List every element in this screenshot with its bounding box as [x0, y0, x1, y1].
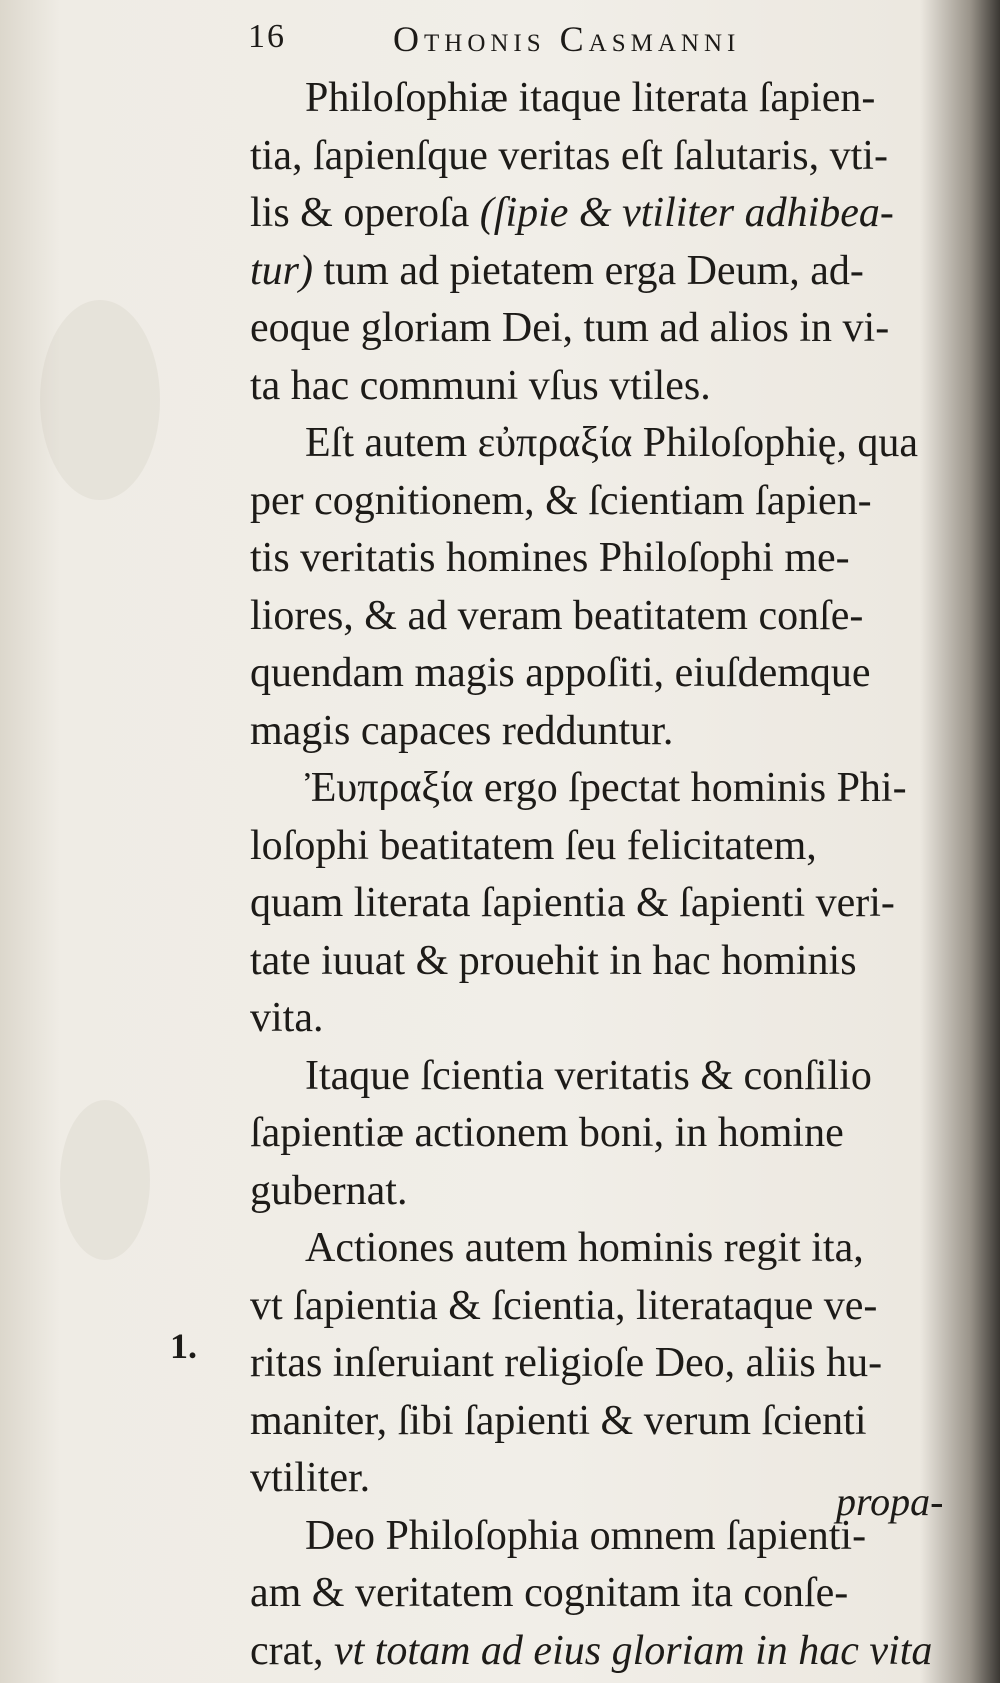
text-line — [250, 185, 950, 243]
text-run: crat, — [250, 1627, 334, 1674]
text-line: magis capaces redduntur. — [250, 707, 674, 754]
margin-note: 1. — [170, 1326, 197, 1366]
page-number: 16 — [248, 18, 286, 55]
text-line: maniter, ſibi ſapienti & verum ſcienti — [250, 1397, 867, 1444]
paper-stain — [40, 300, 160, 500]
text-line: quendam magis appoſiti, eiuſdemque — [250, 650, 871, 696]
text-line: tate iuuat & prouehit in hac hominis — [250, 937, 857, 984]
text-run: tum ad pietatem erga Deum, ad- — [313, 247, 864, 294]
text-line: Itaque ſcientia veritatis & conſilio — [305, 1052, 872, 1099]
text-line: loſophi beatitatem ſeu felicitatem, — [250, 822, 817, 869]
text-line: tia, ſapienſque veritas eſt ſalutaris, vti- — [250, 132, 888, 179]
text-line: vtiliter. — [250, 1455, 371, 1501]
text-line: ta hac communi vſus vtiles. — [250, 362, 711, 409]
text-run: lis & operoſa — [250, 190, 480, 236]
text-line: tis veritatis homines Philoſophi me- — [250, 535, 850, 581]
text-line: Eſt autem εὐπραξία Philoſophię, qua — [305, 420, 919, 466]
catchword: propa- — [836, 1479, 944, 1524]
text-line: ritas inſeruiant religioſe Deo, aliis hu- — [250, 1340, 883, 1386]
paper-stain — [60, 1100, 150, 1260]
text-line — [250, 243, 950, 301]
text-line: Deo Philoſophia omnem ſapienti- — [305, 1512, 867, 1559]
text-line: ſapientiæ actionem boni, in homine — [250, 1110, 844, 1156]
text-line: quam literata ſapientia & ſapienti veri- — [250, 880, 895, 926]
body-text — [250, 70, 950, 1680]
text-line: gubernat. — [250, 1167, 408, 1214]
text-line: Ἐυπραξία ergo ſpectat hominis Phi- — [305, 765, 907, 811]
text-line: am & veritatem cognitam ita conſe- — [250, 1570, 849, 1616]
italic-run: (ſipie & vtiliter adhibea- — [479, 190, 894, 236]
running-head — [248, 14, 948, 64]
italic-run: tur) — [250, 247, 313, 294]
text-line: vt ſapientia & ſcientia, literataque ve- — [250, 1282, 878, 1329]
text-line: Philoſophiæ itaque literata ſapien- — [305, 75, 876, 121]
italic-run: vt totam ad eius gloriam in hac vita — [333, 1627, 933, 1674]
text-line — [250, 1623, 950, 1681]
text-line: per cognitionem, & ſcientiam ſapien- — [250, 477, 872, 524]
text-line: vita. — [250, 995, 324, 1041]
text-line: liores, & ad veram beatitatem conſe- — [250, 592, 864, 639]
text-line: Actiones autem hominis regit ita, — [305, 1225, 864, 1271]
text-line: eoque gloriam Dei, tum ad alios in vi- — [250, 305, 890, 351]
running-title: Othonis Casmanni — [393, 19, 741, 59]
